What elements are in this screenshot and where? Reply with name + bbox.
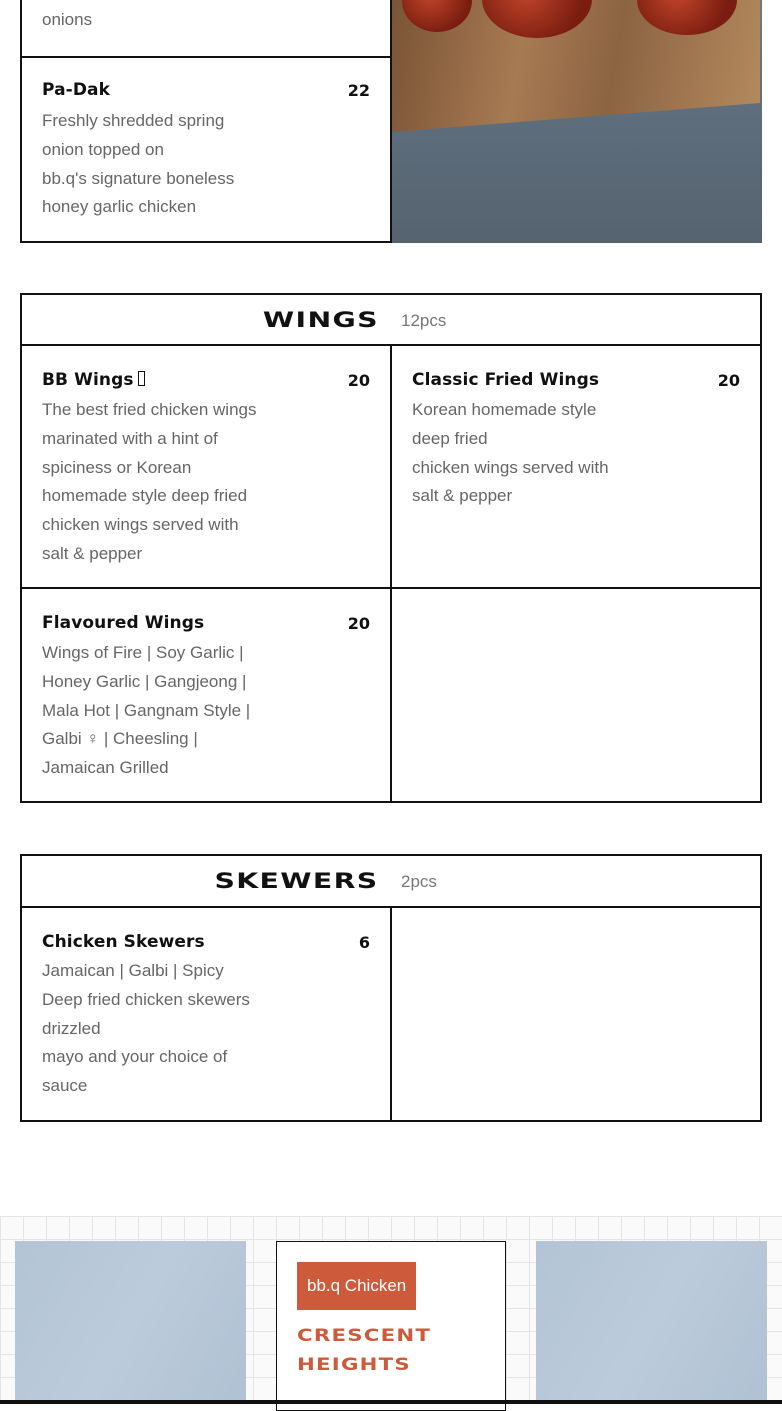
location-card[interactable] — [276, 1241, 506, 1411]
item-description: Korean homemade style deep fried chicken wings served with salt & pepper — [412, 400, 609, 506]
section-subtitle: 2pcs — [401, 872, 437, 891]
column-divider — [390, 908, 392, 1120]
item-price: 6 — [358, 933, 370, 952]
item-description: Wings of Fire | Soy Garlic | Honey Garlic | Gangjeong | Mala Hot | Gangnam Style | Galbi ♀ | Cheesling | Jamaican Grilled — [42, 643, 251, 778]
spicy-icon — [138, 371, 145, 386]
bottom-border — [0, 1400, 782, 1404]
section-title: SKEWERS — [214, 869, 379, 893]
wings-section — [20, 293, 762, 803]
item-price: 20 — [717, 371, 740, 390]
food-photo — [392, 0, 762, 243]
item-price: 20 — [347, 614, 370, 633]
location-image-right[interactable] — [536, 1241, 767, 1404]
top-menu-section — [20, 0, 762, 243]
item-description: Freshly shredded spring onion topped on bb.q's signature boneless honey garlic chicken — [42, 111, 235, 217]
location-name: CRESCENT HEIGHTS — [297, 1326, 432, 1375]
row-divider — [22, 56, 392, 58]
row-divider — [22, 587, 760, 589]
item-price: 22 — [347, 81, 370, 100]
column-divider — [390, 346, 392, 801]
brand-badge: bb.q Chicken — [297, 1262, 416, 1310]
skewers-section — [20, 854, 762, 1122]
item-name: Flavoured Wings — [42, 613, 205, 633]
section-subtitle: 12pcs — [401, 311, 447, 330]
item-name: Classic Fried Wings — [412, 370, 600, 390]
item-description: onions — [42, 10, 93, 29]
item-description: Jamaican | Galbi | Spicy Deep fried chicken skewers drizzled mayo and your choice of sauce — [42, 961, 250, 1096]
section-title: WINGS — [263, 308, 379, 332]
item-price: 20 — [347, 371, 370, 390]
item-name: Chicken Skewers — [42, 932, 205, 952]
item-name: Pa-Dak — [42, 80, 111, 100]
item-name: BB Wings — [42, 370, 145, 390]
location-image-left[interactable] — [15, 1241, 246, 1404]
item-description: The best fried chicken wings marinated with a hint of spiciness or Korean homemade style deep fried chicken wings served with salt & pepper — [42, 400, 257, 563]
